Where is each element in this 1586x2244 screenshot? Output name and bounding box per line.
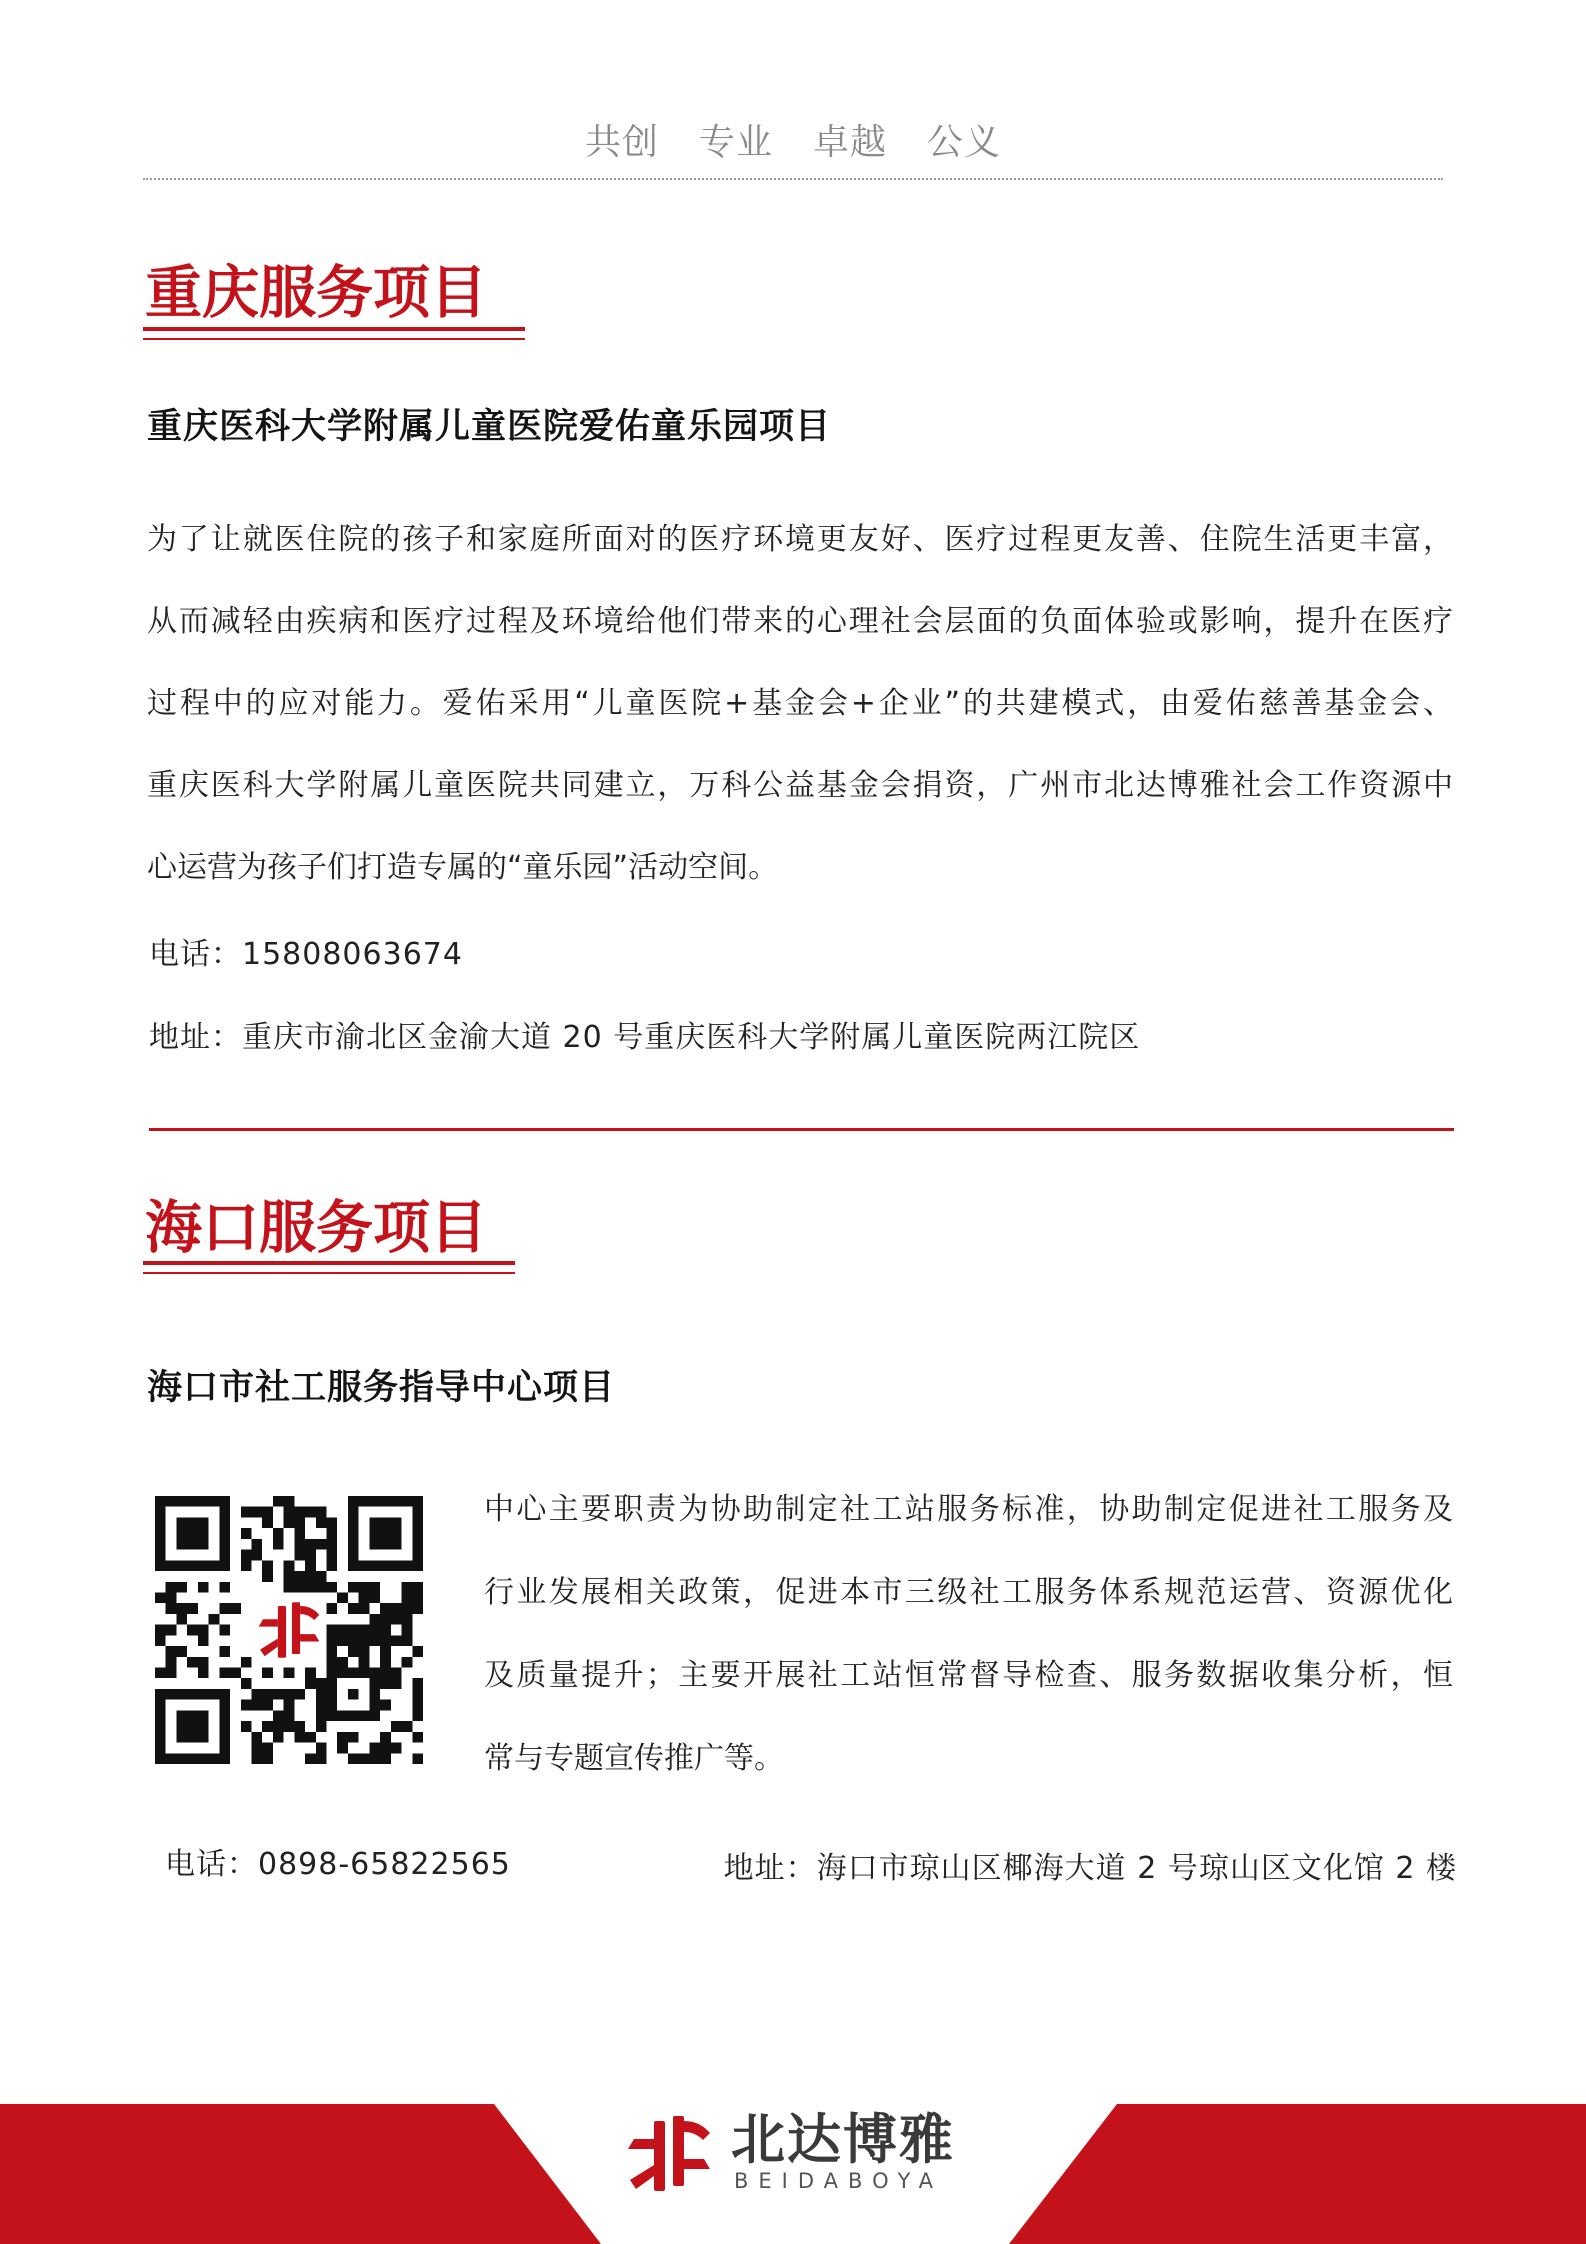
header-divider (143, 178, 1443, 180)
phone-number: 0898-65822565 (258, 1847, 511, 1882)
project-title-chongqing: 重庆医科大学附属儿童医院爱佑童乐园项目 (147, 407, 832, 447)
address-value: 重庆市渝北区金渝大道 20 号重庆医科大学附属儿童医院两江院区 (242, 1020, 1141, 1055)
phone-chongqing (149, 930, 463, 980)
description-line: 行业发展相关政策，促进本市三级社工服务体系规范运营、资源优化 (484, 1575, 1453, 1610)
slogan-word: 卓越 (813, 122, 888, 163)
description-line: 过程中的应对能力。爱佑采用“儿童医院+基金会+企业”的共建模式，由爱佑慈善基金会、 (147, 686, 1453, 721)
description-line: 常与专题宣传推广等。 (484, 1741, 784, 1776)
section-title-underline (143, 1261, 515, 1265)
qr-code (155, 1496, 423, 1764)
footer-band-right (1009, 2104, 1586, 2244)
description-line: 从而减轻由疾病和医疗过程及环境给他们带来的心理社会层面的负面体验或影响，提升在医疗 (147, 604, 1453, 639)
phone-label: 电话： (165, 1847, 258, 1882)
section-title-chongqing: 重庆服务项目 (145, 260, 487, 326)
section-title-underline (143, 1272, 515, 1274)
project-description-chongqing (147, 499, 1453, 909)
description-line: 重庆医科大学附属儿童医院共同建立，万科公益基金会捐资，广州市北达博雅社会工作资源中 (147, 768, 1453, 803)
qr-logo-backdrop (251, 1592, 326, 1667)
address-label: 地址： (149, 1020, 242, 1055)
phone-haikou (165, 1840, 511, 1890)
description-line: 中心主要职责为协助制定社工站服务标准，协助制定促进社工服务及 (484, 1492, 1453, 1527)
section-title-haikou: 海口服务项目 (145, 1195, 487, 1261)
section-title-underline (143, 338, 525, 340)
brand-logo-icon (627, 2113, 711, 2194)
section-separator (149, 1128, 1454, 1131)
slogan-word: 共创 (584, 122, 659, 163)
header-slogan (0, 116, 1586, 170)
description-line: 为了让就医住院的孩子和家庭所面对的医疗环境更友好、医疗过程更友善、住院生活更丰富， (147, 522, 1453, 557)
section-title-underline (143, 327, 525, 331)
project-title-haikou: 海口市社工服务指导中心项目 (147, 1368, 616, 1408)
address-chongqing (149, 1013, 1140, 1063)
project-description-haikou (484, 1468, 1453, 1800)
footer-band-left (0, 2104, 601, 2244)
slogan-word: 公义 (927, 122, 1002, 163)
phone-number: 15808063674 (242, 937, 463, 972)
brand-name-cn: 北达博雅 (731, 2108, 955, 2171)
brand-name-en: BEIDABOYA (734, 2169, 944, 2193)
address-value: 海口市琼山区椰海大道 2 号琼山区文化馆 2 楼 (816, 1851, 1457, 1886)
slogan-word: 专业 (698, 122, 773, 163)
phone-label: 电话： (149, 937, 242, 972)
address-haikou (724, 1844, 1457, 1894)
description-line: 心运营为孩子们打造专属的“童乐园”活动空间。 (147, 850, 779, 885)
address-label: 地址： (723, 1851, 817, 1886)
description-line: 及质量提升；主要开展社工站恒常督导检查、服务数据收集分析，恒 (484, 1658, 1453, 1693)
